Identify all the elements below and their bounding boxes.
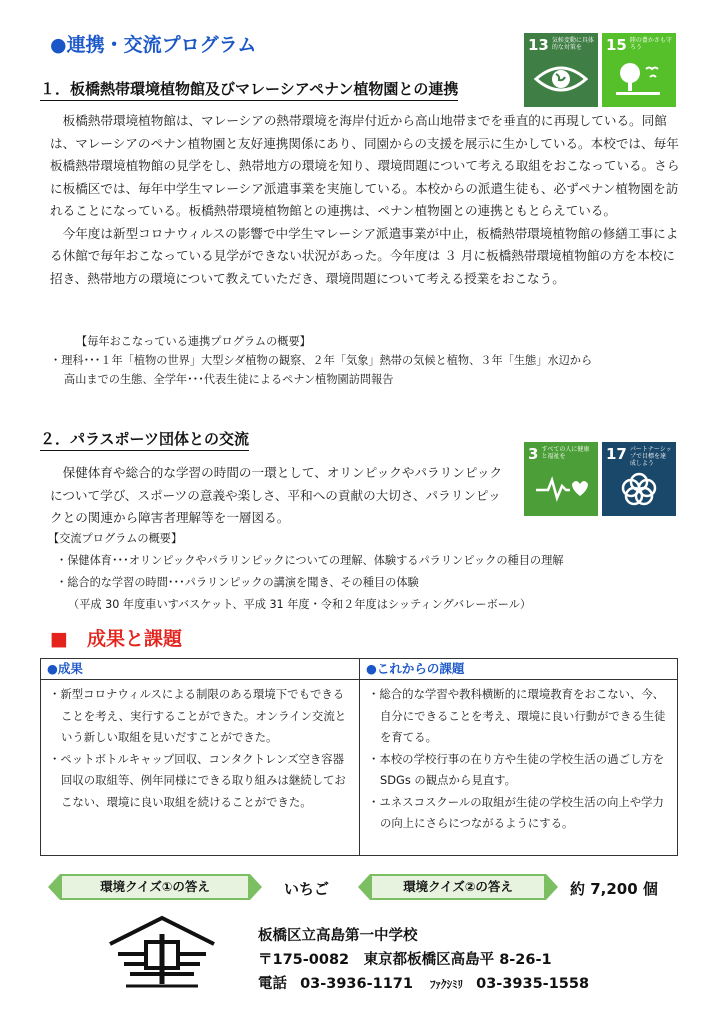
heading-botanical-partnership: １．板橋熱帯環境植物館及びマレーシアペナン植物園との連携: [40, 78, 458, 101]
botanical-overview-line: 高山までの生態、全学年･･･代表生徒によるペナン植物園訪問報告: [64, 373, 394, 386]
results-achievements-column: [41, 659, 359, 855]
para-sports-overview-title: 【交流プログラムの概要】: [48, 532, 183, 545]
eye-globe-icon: [534, 61, 588, 97]
results-table: [40, 658, 678, 856]
tree-birds-icon: [612, 61, 666, 99]
results-challenges-column: [359, 659, 677, 855]
para-sports-overview-line: ・総合的な学習の時間･･･パラリンピックの講演を聞き、その種目の体験: [56, 576, 419, 589]
sdg-13-label: 気候変動に具体的な対策を: [551, 37, 594, 51]
sdg-15-badge: [602, 33, 676, 107]
sdg-13-number: 13: [528, 36, 549, 54]
sdg-15-label: 陸の豊かさも守ろう: [629, 37, 672, 51]
para-sports-description: [50, 462, 510, 530]
school-info: [258, 924, 589, 997]
quiz-banner-1-tail-right: [250, 874, 262, 900]
partnership-rings-icon: [612, 470, 666, 508]
para-sports-overview: [48, 529, 698, 614]
quiz-banner-2-tail-left: [358, 874, 370, 900]
para-sports-overview-line: （平成 30 年度車いすバスケット、平成 31 年度・令和２年度はシッティングバレーボール）: [68, 598, 532, 611]
quiz-banner-1: 環境クイズ①の答え: [60, 874, 250, 900]
sdg-17-label: パートナーシップで目標を達成しよう: [629, 446, 672, 467]
sdg-3-label: すべての人に健康と福祉を: [541, 446, 590, 460]
sdg-3-number: 3: [528, 445, 539, 463]
challenge-item: ・ユネスコスクールの取組が生徒の学校生活の向上や学力の向上にさらにつながるようにする。: [368, 794, 664, 830]
quiz-banner-2: 環境クイズ②の答え: [370, 874, 546, 900]
school-contact: [258, 972, 589, 997]
school-name: 板橋区立高島第一中学校: [258, 928, 418, 944]
botanical-overview-title: 【毎年おこなっている連携プログラムの概要】: [76, 335, 311, 348]
school-address: 〒175-0082 東京都板橋区高島平 8-26-1: [258, 952, 552, 968]
section-title: ●連携・交流プログラム: [50, 34, 257, 56]
challenges-header: ●これからの課題: [360, 659, 677, 680]
challenge-item: ・総合的な学習や教科横断的に環境教育をおこない、今、自分にできることを考え、環境に良い行動ができる生徒を育てる。: [368, 687, 666, 744]
results-title: ■ 成果と課題: [50, 628, 182, 650]
botanical-paragraph-2: 今年度は新型コロナウィルスの影響で中学生マレーシア派遣事業が中止，板橋熱帯環境植物館の修繕工事による休館で毎年おこなっている見学ができない状況があった。今年度は ３ 月に板橋熱帯環境植物館の方を本校に招き、熱帯地方の環境について教えていただき、環境問題について考える授業をおこなう。: [50, 225, 679, 286]
para-sports-paragraph: 保健体育や総合的な学習の時間の一環として、オリンピックやパラリンピックについて学び、スポーツの意義や楽しさ、平和への貢献の大切さ、パラリンピックとの関連から障害者理解等を一層図る。: [50, 465, 503, 525]
achievements-list: [41, 680, 359, 813]
school-emblem-icon: [106, 914, 218, 992]
sdg-17-number: 17: [606, 445, 627, 463]
botanical-description: [50, 110, 680, 290]
sdg-15-number: 15: [606, 36, 627, 54]
para-sports-overview-line: ・保健体育･･･オリンピックやパラリンピックについての理解、体験するパラリンピックの種目の理解: [56, 554, 564, 567]
sdg-13-badge: [524, 33, 598, 107]
botanical-overview-line: ・理科･･･１年「植物の世界」大型シダ植物の観察、２年「気象」熱帯の気候と植物、３年「生態」水辺から: [50, 354, 593, 367]
heartbeat-icon: [534, 470, 588, 506]
botanical-overview: [50, 332, 690, 389]
achievement-item: ・新型コロナウィルスによる制限のある環境下でもできることを考え、実行することができた。オンライン交流という新しい取組を見いだすことができた。: [49, 687, 347, 744]
fax-number: 03-3935-1558: [476, 976, 590, 992]
quiz-answer-2: 約 7,200 個: [570, 880, 658, 898]
achievement-item: ・ペットボトルキャップ回収、コンタクトレンズ空き容器回収の取組等、例年同様にできる取り組みは継続しておこない、環境に良い取組を続けることができた。: [49, 751, 346, 809]
quiz-banner-2-tail-right: [546, 874, 558, 900]
achievements-header: ●成果: [41, 659, 359, 680]
fax-label: ﾌｧｸｼﾐﾘ: [430, 978, 464, 991]
sdg-3-badge: [524, 442, 598, 516]
phone-label: 電話: [258, 976, 287, 992]
phone-number: 03-3936-1171: [300, 976, 413, 992]
quiz-answer-1: いちご: [284, 880, 330, 898]
botanical-paragraph-1: 板橋熱帯環境植物館は、マレーシアの熱帯環境を海岸付近から高山地帯までを垂直的に再現している。同館は、マレーシアのペナン植物園と友好連携関係にあり、同園からの支援を展示に生かしている。本校では、毎年板橋熱帯環境植物館の見学をし、熱帯地方の環境を知り、環境問題について考える取組をおこなっている。さらに板橋区では、毎年中学生マレーシア派遣事業を実施している。本校からの派遣生徒も、必ずペナン植物園を訪れることになっている。板橋熱帯環境植物館との連携は、ペナン植物園との連携ともとらえている。: [50, 113, 680, 218]
challenge-item: ・本校の学校行事の在り方や生徒の学校生活の過ごし方を SDGs の観点から見直す。: [368, 751, 665, 787]
quiz-banner-1-tail-left: [48, 874, 60, 900]
heading-para-sports: ２．パラスポーツ団体との交流: [40, 428, 249, 451]
challenges-list: [360, 680, 677, 835]
sdg-17-badge: [602, 442, 676, 516]
